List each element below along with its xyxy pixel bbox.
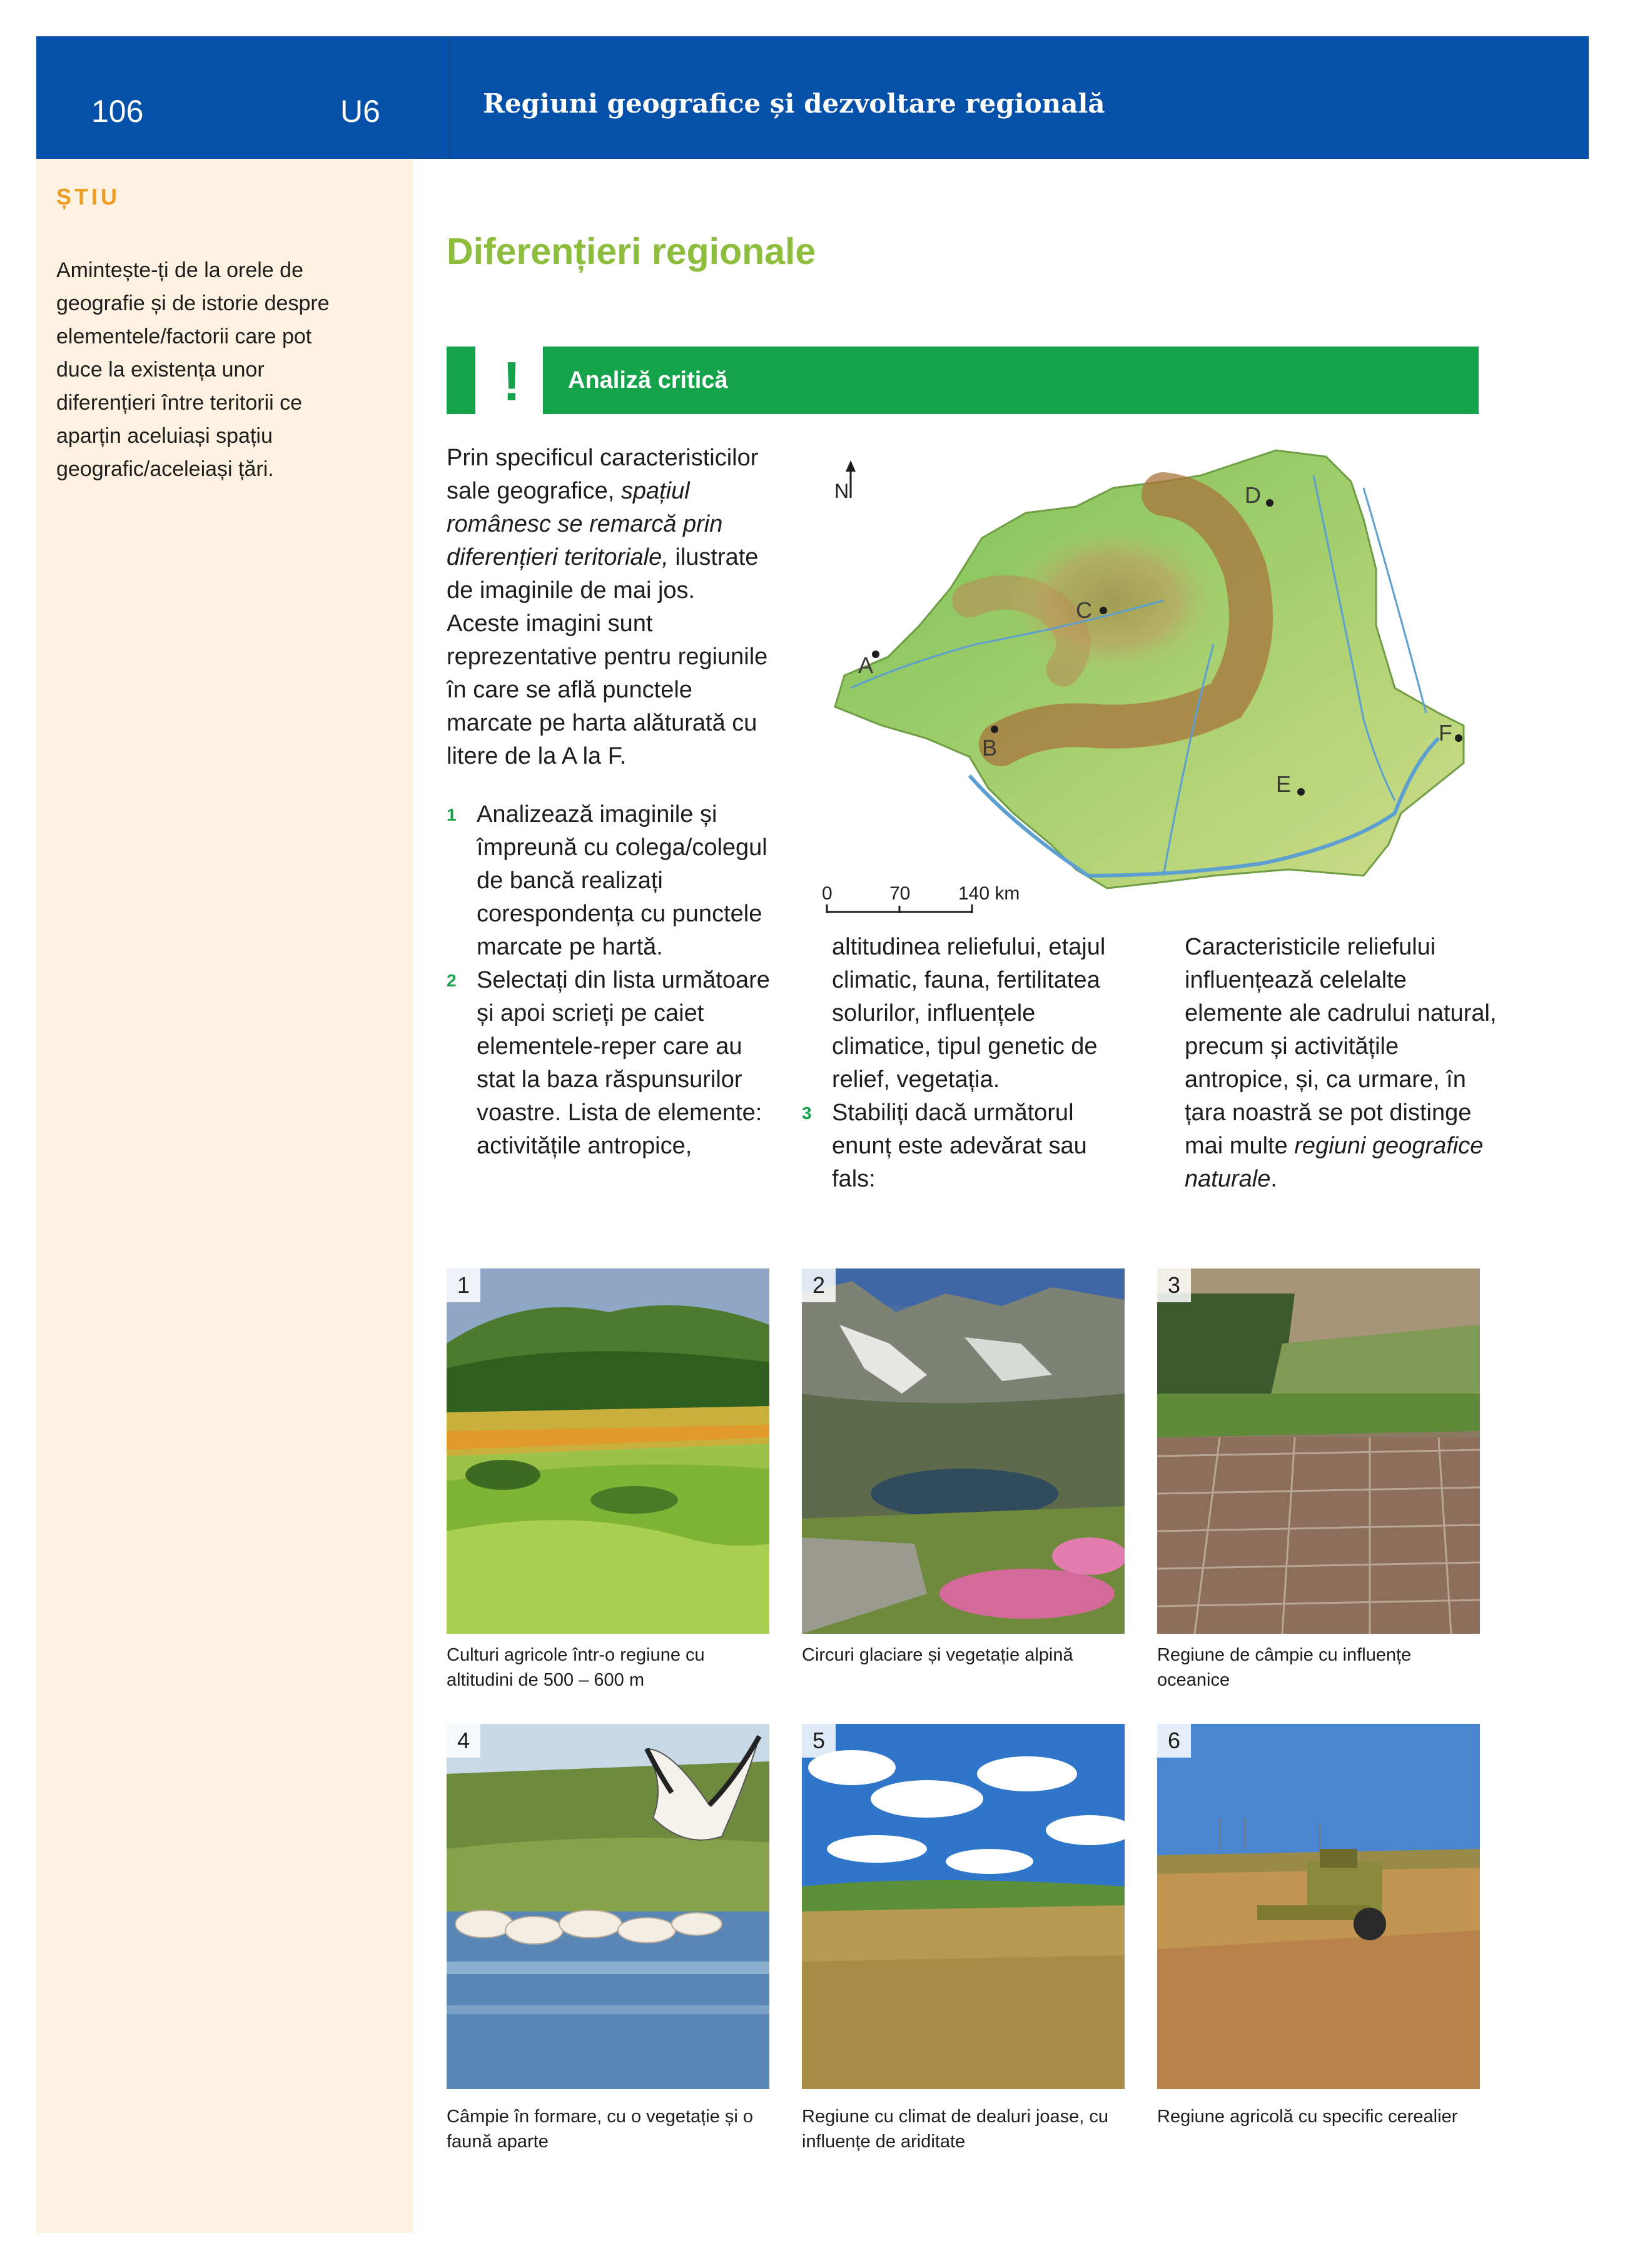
photo-5-image <box>802 1724 1125 2089</box>
section-marker <box>447 347 475 414</box>
relief-map <box>813 438 1479 926</box>
north-label: N <box>834 480 849 502</box>
section-banner <box>543 347 1479 414</box>
question-list-col2 <box>802 931 1127 1196</box>
question-number: 1 <box>447 805 457 824</box>
section-label: Analiză critică <box>568 367 728 393</box>
intro-text-emphasis: spațiul românesc se remarcă prin diferențieri teritoriale, <box>447 478 723 570</box>
map-point-label: B <box>982 735 998 761</box>
exclamation-icon: ! <box>502 350 521 412</box>
intro-paragraph <box>447 442 772 773</box>
photo-6 <box>1157 1724 1480 2089</box>
photo-3-image <box>1157 1268 1480 1634</box>
question-list-col1 <box>447 798 772 1163</box>
photo-caption: Regiune cu climat de dealuri joase, cu influențe de ariditate <box>802 2107 1109 2152</box>
statement-text-a: Caracteristicile reliefului influențează celelalte elemente ale cadrului natural, precum și activitățile antropice, și, ca urmare, în țara noastră se pot distinge mai multe <box>1185 934 1497 1159</box>
photo-number: 1 <box>447 1268 480 1302</box>
scale-label: 0 <box>822 883 833 904</box>
question-3 <box>802 1096 1127 1196</box>
page-number: 106 <box>91 94 144 129</box>
intro-text-a: Prin specificul caracteristicilor sale geografice, <box>447 445 759 504</box>
photo-1 <box>447 1268 769 1634</box>
sidebar-text: Amintește-ți de la orele de geografie și de istorie despre elementele/factorii care pot duce la existența unor diferențieri între teritorii ce aparțin aceluiași spațiu geografic/aceleiași țări. <box>56 258 330 481</box>
photo-caption: Culturi agricole într-o regiune cu altitudini de 500 – 600 m <box>447 1645 705 1690</box>
map-point-label: C <box>1076 597 1092 623</box>
question-text: altitudinea reliefului, etajul climatic, fauna, fertilitatea solurilor, influențele climatice, tipul genetic de relief, vegetația. <box>832 934 1106 1093</box>
scale-label: 140 km <box>958 883 1020 904</box>
question-1 <box>447 798 772 964</box>
question-text: Selectați din lista următoare și apoi scrieți pe caiet elementele-reper care au stat la baza răspunsurilor voastre. Lista de elemente: activitățile antropice, <box>477 967 770 1159</box>
map-point-label: F <box>1439 720 1452 746</box>
unit-label: U6 <box>340 94 380 129</box>
north-arrow-head-icon <box>846 460 856 472</box>
photo-number: 5 <box>802 1724 836 1758</box>
statement-paragraph <box>1185 931 1497 1196</box>
question-number: 2 <box>447 971 457 990</box>
chapter-title: Regiuni geografice și dezvoltare regională <box>483 88 1105 119</box>
photo-caption: Câmpie în formare, cu o vegetație și o faună aparte <box>447 2107 754 2152</box>
relief-highland <box>1007 525 1220 676</box>
photo-number: 2 <box>802 1268 836 1302</box>
photo-5 <box>802 1724 1125 2089</box>
photo-3 <box>1157 1268 1480 1634</box>
intro-text-b: ilustrate de imaginile de mai jos. Aceste imagini sunt reprezentative pentru regiunile în care se află punctele marcate pe harta alăturată cu litere de la A la F. <box>447 544 768 769</box>
photo-number: 4 <box>447 1724 480 1758</box>
scale-label: 70 <box>889 883 911 904</box>
question-2 <box>447 964 772 1163</box>
map-point-label: D <box>1245 482 1261 508</box>
page-title: Diferențieri regionale <box>447 231 816 272</box>
page-header <box>36 36 1589 159</box>
photo-1-image <box>447 1268 769 1634</box>
question-text: Analizează imaginile și împreună cu colega/colegul de bancă realizați corespondența cu punctele marcate pe hartă. <box>477 801 767 960</box>
statement-text-b: . <box>1270 1166 1277 1192</box>
sidebar-heading: ȘTIU <box>56 184 121 210</box>
map-point-label: E <box>1276 771 1292 797</box>
photo-number: 3 <box>1157 1268 1191 1302</box>
scale-bar <box>822 883 1020 913</box>
question-2-continued <box>802 931 1127 1096</box>
photo-caption: Circuri glaciare și vegetație alpină <box>802 1645 1073 1665</box>
photo-6-image <box>1157 1724 1480 2089</box>
photo-4-image <box>447 1724 769 2089</box>
map-point-label: A <box>858 652 874 678</box>
photo-2 <box>802 1268 1125 1634</box>
photo-number: 6 <box>1157 1724 1191 1758</box>
question-number: 3 <box>802 1103 812 1123</box>
photo-2-image <box>802 1268 1125 1634</box>
statement-text-emphasis: regiuni geografice naturale <box>1185 1133 1484 1192</box>
photo-4 <box>447 1724 769 2089</box>
photo-caption: Regiune agricolă cu specific cerealier <box>1157 2107 1458 2127</box>
question-text: Stabiliți dacă următorul enunț este adevărat sau fals: <box>832 1100 1087 1192</box>
photo-caption: Regiune de câmpie cu influențe oceanice <box>1157 1645 1412 1690</box>
